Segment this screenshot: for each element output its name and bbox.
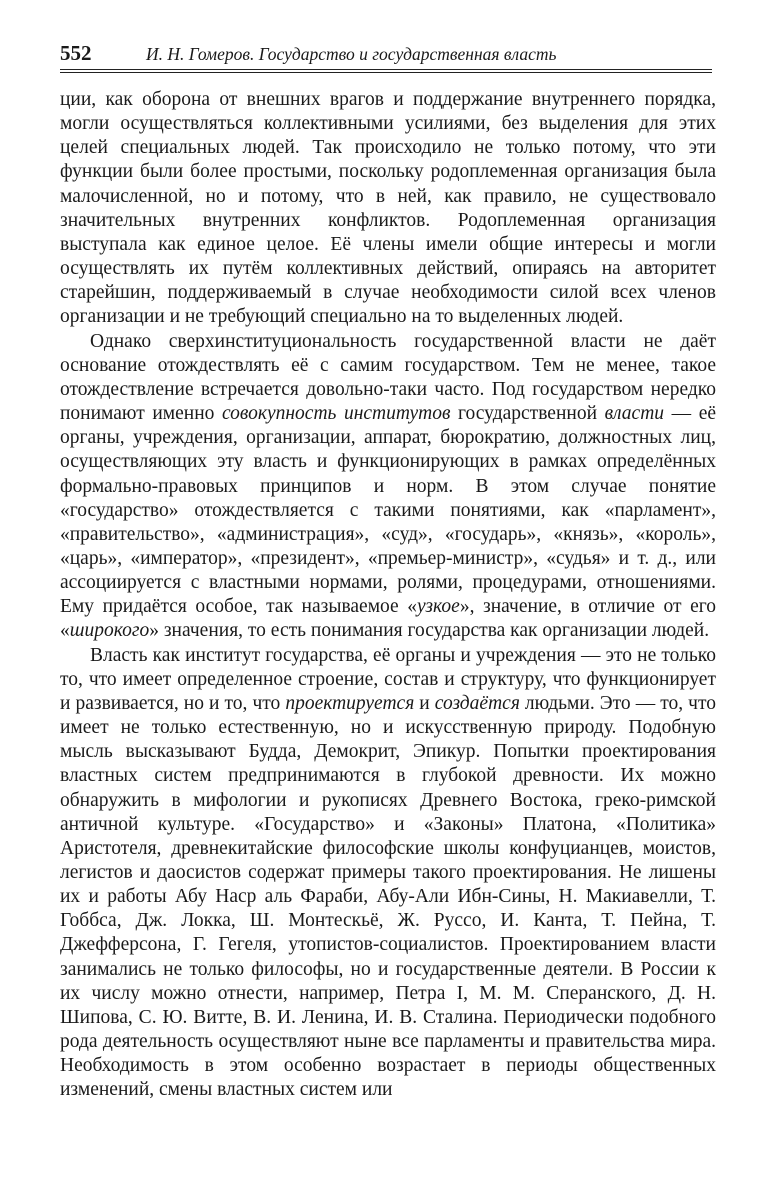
page-number: 552: [60, 41, 92, 65]
paragraph-2: [60, 330, 716, 644]
paragraph-2-text-d: », значение, в отличие от его «: [60, 596, 716, 642]
emphasis-uzkoe: узкое: [417, 596, 460, 618]
emphasis-proektiruetsya: проектируется: [285, 692, 415, 714]
paragraph-3: [60, 644, 716, 1103]
paragraph-3-text-b: и: [414, 692, 435, 714]
running-title: И. Н. Гомеров. Государство и государственная власть: [146, 44, 557, 64]
paragraph-3-text-c: людьми. Это — то, что имеет не только естественную, но и искусственную природу. Подобную мысль высказывают Будда, Демокрит, Эпикур. Попытки проектирования властных систем предпринимаются в глубокой древности. Их можно обнаружить в мифологии и рукописях Древнего Востока, греко-римской античной культуре. «Государство» и «Законы» Платона, «Политика» Аристотеля, древнекитайские философские школы конфуцианцев, моистов, легистов и даосистов содержат примеры такого проектирования. Не лишены их и работы Абу Наср аль Фараби, Абу-Али Ибн-Сины, Н. Макиавелли, Т. Гоббса, Дж. Локка, Ш. Монтескьё, Ж. Руссо, И. Канта, Т. Пейна, Т. Джефферсона, Г. Гегеля, утопистов-социалистов. Проектированием власти занимались не только философы, но и государственные деятели. В России к их числу можно отнести, например, Петра I, М. М. Сперанского, Д. Н. Шипова, С. Ю. Витте, В. И. Ленина, И. В. Сталина. Периодически подобного рода деятельность осуществляют ныне все парламенты и правительства мира. Необходимость в этом особенно возрастает в периоды общественных изменений, смены властных систем или: [60, 692, 716, 1101]
paragraph-1-text: ции, как оборона от внешних врагов и поддержание внутреннего порядка, могли осуществляться коллективными усилиями, без выделения для этих целей специальных людей. Так происходило не только потому, что эти функции были более простыми, поскольку родоплеменная организация была малочисленной, но и потому, что в ней, как правило, не существовало значительных внутренних конфликтов. Родоплеменная организация выступала как единое целое. Её члены имели общие интересы и могли осуществлять их путём коллективных действий, опираясь на авторитет старейшин, поддерживаемый в случае необходимости силой всех членов организации и не требующий специально на то выделенных людей.: [60, 89, 716, 328]
emphasis-sozdaetsya: создаётся: [434, 692, 520, 714]
paragraph-3-text-a: Власть как институт государства, её органы и учреждения — это не только то, что имеет определенное строение, состав и структуру, что функционирует и развивается, но и то, что: [60, 644, 716, 714]
running-head: [0, 42, 777, 68]
emphasis-sovokupnost-institutov: совокупность институтов: [221, 403, 451, 425]
body-text: [60, 88, 716, 1103]
emphasis-shirokogo: широкого: [69, 620, 150, 642]
emphasis-vlasti: власти: [604, 403, 665, 425]
paragraph-2-text-a: Однако сверхинституциональность государственной власти не даёт основание отождествлять её с самим государством. Тем не менее, такое отождествление встречается довольно-таки часто. Под государством нередко понимают именно: [60, 330, 716, 425]
header-rule: [60, 69, 712, 73]
paragraph-2-text-c: — её органы, учреждения, организации, аппарат, бюрократию, должностных лиц, осуществляющих эту власть и функционирующих в рамках определённых формально-правовых принципов и норм. В этом случае понятие «государство» отождествляется с такими понятиями, как «парламент», «правительство», «администрация», «суд», «государь», «князь», «король», «царь», «император», «президент», «премьер-министр», «судья» и т. д., или ассоциируется с властными нормами, ролями, процедурами, отношениями. Ему придаётся особое, так называемое «: [60, 403, 717, 618]
paragraph-2-text-e: » значения, то есть понимания государства как организации людей.: [149, 620, 710, 642]
paragraph-1: [60, 88, 716, 330]
paragraph-2-text-b: государственной: [450, 403, 605, 425]
